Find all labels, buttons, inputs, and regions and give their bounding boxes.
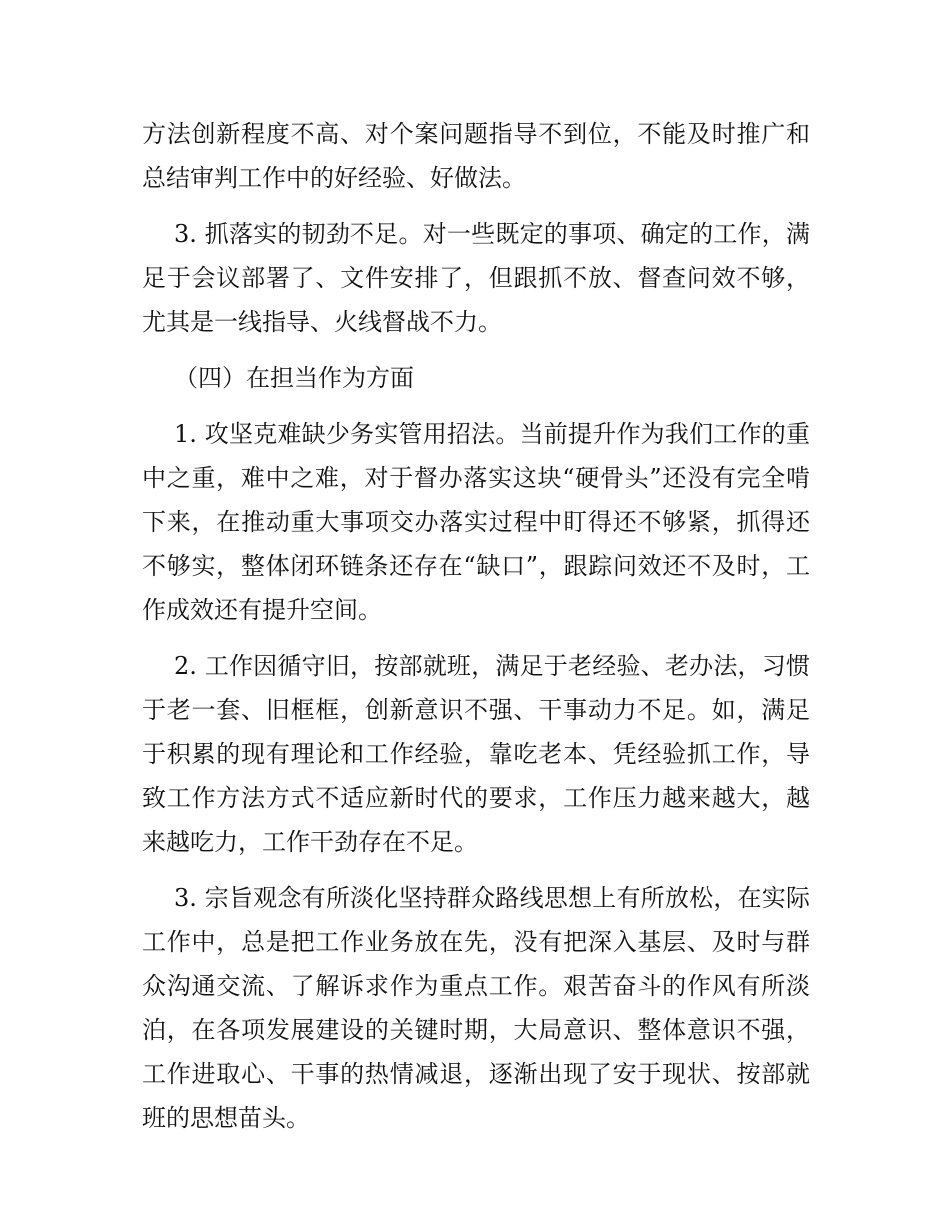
paragraph-item-3-purpose: 3. 宗旨观念有所淡化坚持群众路线思想上有所放松，在实际工作中，总是把工作业务放在先，没有把深入基层、及时与群众沟通交流、了解诉求作为重点工作。艰苦奋斗的作风有所淡泊，在各项发展建设的关键时期，大局意识、整体意识不强，工作进取心、干事的热情减退，逐渐出现了安于现状、按部就班的思想苗头。 [142,884,810,1132]
paragraph-continuation: 方法创新程度不高、对个案问题指导不到位，不能及时推广和总结审判工作中的好经验、好做法。 [142,120,810,192]
document-body [142,112,810,1152]
paragraph-item-2-routine: 2. 工作因循守旧，按部就班，满足于老经验、老办法，习惯于老一套、旧框框，创新意识不强、干事动力不足。如，满足于积累的现有理论和工作经验，靠吃老本、凭经验抓工作，导致工作方法方式不适应新时代的要求，工作压力越来越大，越来越吃力，工作干劲存在不足。 [142,652,810,856]
section-heading-4: （四）在担当作为方面 [174,364,414,392]
paragraph-item-3-execution: 3. 抓落实的韧劲不足。对一些既定的事项、确定的工作，满足于会议部署了、文件安排了，但跟抓不放、督查问效不够，尤其是一线指导、火线督战不力。 [142,220,810,336]
paragraph-item-1-methods: 1. 攻坚克难缺少务实管用招法。当前提升作为我们工作的重中之重，难中之难，对于督办落实这块“硬骨头”还没有完全啃下来，在推动重大事项交办落实过程中盯得还不够紧，抓得还不够实，整体闭环链条还存在“缺口”，跟踪问效还不及时，工作成效还有提升空间。 [142,420,810,624]
